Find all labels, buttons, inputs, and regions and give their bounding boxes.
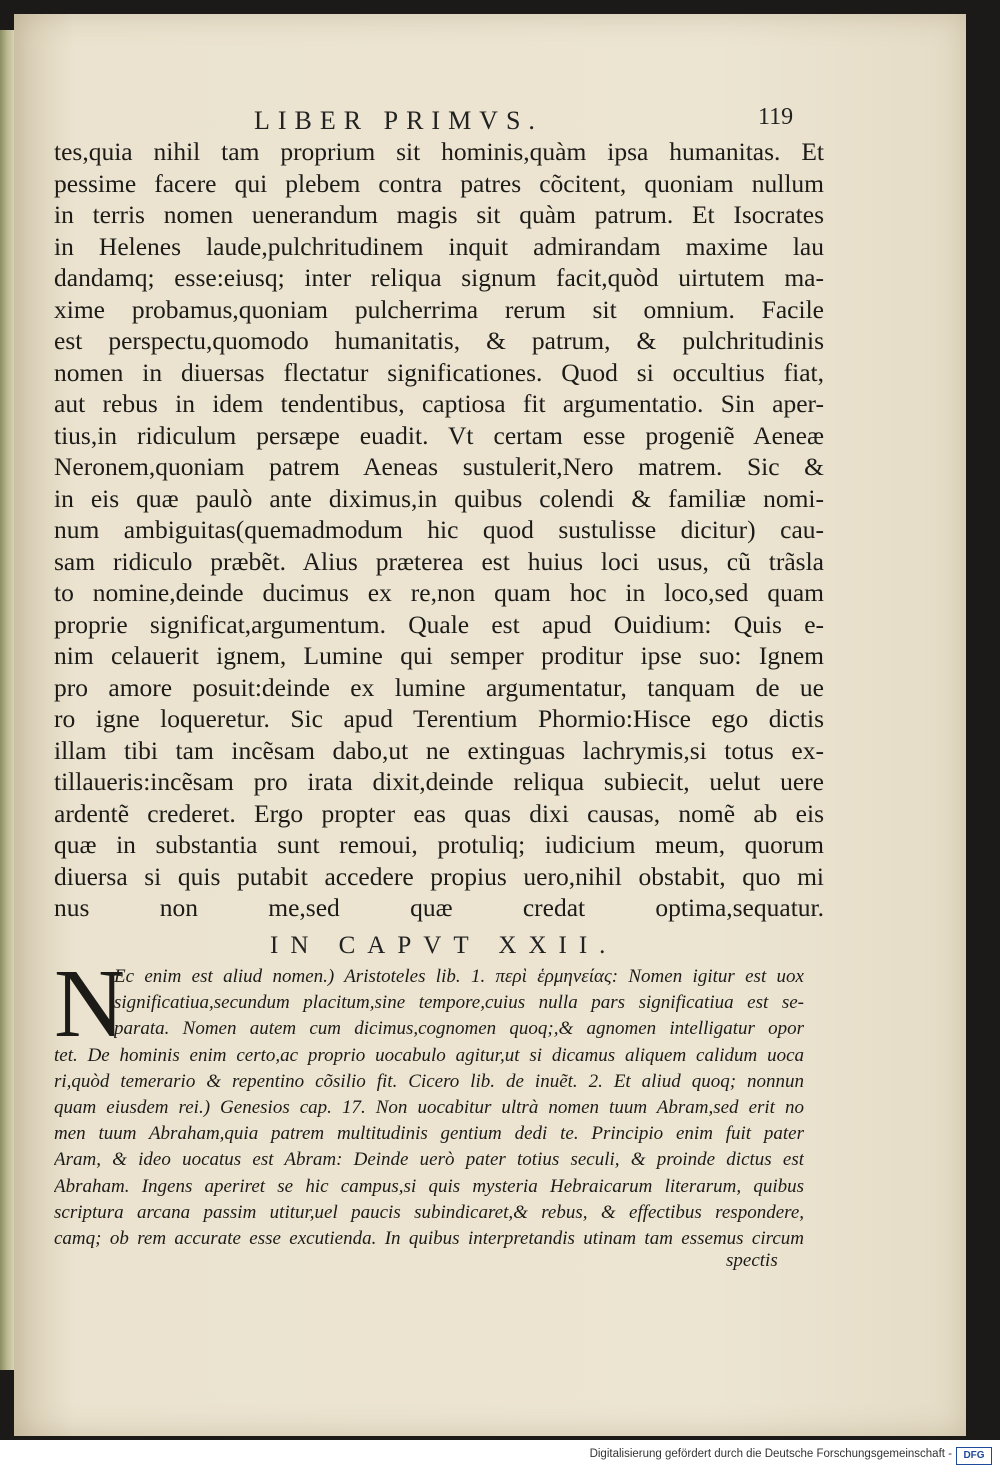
text-line: sam ridiculo præbẽt. Alius præterea est huius loci usus, cũ trãsla <box>54 546 824 576</box>
text-line: to nomine,deinde ducimus ex re,non quam hoc in loco,sed quam <box>54 578 824 607</box>
text-line: nim celauerit ignem, Lumine qui semper proditur ipse suo: Ignem <box>54 641 824 670</box>
text-line: in eis quæ paulò ante diximus,in quibus colendi & familiæ nomi- <box>54 483 824 513</box>
commentary-line: Ec enim est aliud nomen.) Aristoteles lib. 1. περὶ ἑρμηνείας: Nomen igitur est uox <box>114 966 804 987</box>
dfg-logo-icon: DFG <box>956 1447 992 1465</box>
text-line: proprie significat,argumentum. Quale est apud Ouidium: Quis e- <box>54 609 824 639</box>
commentary-line: camq; ob rem accurate esse excutienda. In quibus interpretandis utinam tam essemus circum <box>54 1227 804 1249</box>
text-line: tillaueris:incẽsam pro irata dixit,deinde reliqua subiecit, uelut uere <box>54 767 824 796</box>
running-head <box>14 106 966 136</box>
commentary-line: significatiua,secundum placitum,sine tempore,cuius nulla pars significatiua est se- <box>114 992 804 1014</box>
text-line: pessime facere qui plebem contra patres cõcitent, quoniam nullum <box>54 168 824 198</box>
commentary-line: parata. Nomen autem cum dicimus,cognomen quoq;,& agnomen intelligatur opor <box>114 1018 804 1040</box>
text-line: illam tibi tam incẽsam dabo,ut ne extinguas lachrymis,si totus ex- <box>54 735 824 765</box>
text-line: aut rebus in idem tendentibus, captiosa fit argumentatio. Sin aper- <box>54 389 824 418</box>
text-line: nus non me,sed quæ credat optima,sequatur. <box>54 893 824 922</box>
text-line: dandamq; esse:eiusq; inter reliqua signum facit,quòd uirtutem ma- <box>54 263 824 292</box>
commentary-line: quam eiusdem rei.) Genesios cap. 17. Non uocabitur ultrà nomen tuum Abram,sed erit no <box>54 1096 804 1118</box>
page-edge <box>0 30 14 1370</box>
text-line: diuersa si quis putabit accedere propius uero,nihil obstabit, quo mi <box>54 861 824 891</box>
text-line: in terris nomen uenerandum magis sit quàm patrum. Et Isocrates <box>54 200 824 229</box>
commentary-line: men tuum Abraham,quia patrem multitudinis gentium dedi te. Principio enim fuit pater <box>54 1123 804 1145</box>
text-line: num ambiguitas(quemadmodum hic quod sustulisse dicitur) cau- <box>54 515 824 544</box>
text-line: tes,quia nihil tam proprium sit hominis,quàm ipsa humanitas. Et <box>54 137 824 166</box>
catchword: spectis <box>726 1250 778 1271</box>
text-line: quæ in substantia sunt remoui, protuliq; iudicium meum, quorum <box>54 830 824 859</box>
commentary-block <box>54 964 804 1252</box>
text-line: pro amore posuit:deinde ex lumine argumentatur, tanquam de ue <box>54 672 824 702</box>
commentary-line: Aram, & ideo uocatus est Abram: Deinde uerò pater totius seculi, & proinde dictus est <box>54 1149 804 1171</box>
footer-credit: Digitalisierung gefördert durch die Deutsche Forschungsgemeinschaft - <box>589 1448 952 1460</box>
text-line: xime probamus,quoniam pulcherrima rerum sit omnium. Facile <box>54 294 824 324</box>
footer-bar <box>0 1440 1000 1472</box>
text-line: tius,in ridiculum persæpe euadit. Vt certam esse progeniẽ Aeneæ <box>54 420 824 450</box>
text-line: nomen in diuersas flectatur significationes. Quod si occultius fiat, <box>54 357 824 387</box>
running-title: LIBER PRIMVS. <box>254 106 543 135</box>
commentary-line: ri,quòd temerario & repentino cõsilio fit. Cicero lib. de inuẽt. 2. Et aliud quoq; nonnun <box>54 1070 804 1092</box>
text-line: Neronem,quoniam patrem Aeneas sustulerit,Nero matrem. Sic & <box>54 452 824 481</box>
text-line: est perspectu,quomodo humanitatis, & patrum, & pulchritudinis <box>54 326 824 355</box>
book-page <box>14 14 966 1436</box>
commentary-line: tet. De hominis enim certo,ac proprio uocabulo agitur,ut si dicamus aliquem calidum uoca <box>54 1044 804 1066</box>
commentary-line: scriptura arcana passim utitur,uel paucis subindicaret,& rebus, & effectibus respondere, <box>54 1201 804 1223</box>
text-line: ro igne loqueretur. Sic apud Terentium Phormio:Hisce ego dictis <box>54 704 824 733</box>
page-number: 119 <box>758 104 794 130</box>
commentary-line: Abraham. Ingens aperiret se hic campus,si quis mysteria Hebraicarum literarum, quibus <box>54 1175 804 1197</box>
text-line: in Helenes laude,pulchritudinem inquit admirandam maxime lau <box>54 231 824 261</box>
chapter-heading: IN CAPVT XXII. <box>270 932 618 959</box>
drop-cap: N <box>54 950 125 1058</box>
text-line: ardentẽ crederet. Ergo propter eas quas dixi causas, nomẽ ab eis <box>54 798 824 828</box>
main-text-block <box>54 136 824 924</box>
